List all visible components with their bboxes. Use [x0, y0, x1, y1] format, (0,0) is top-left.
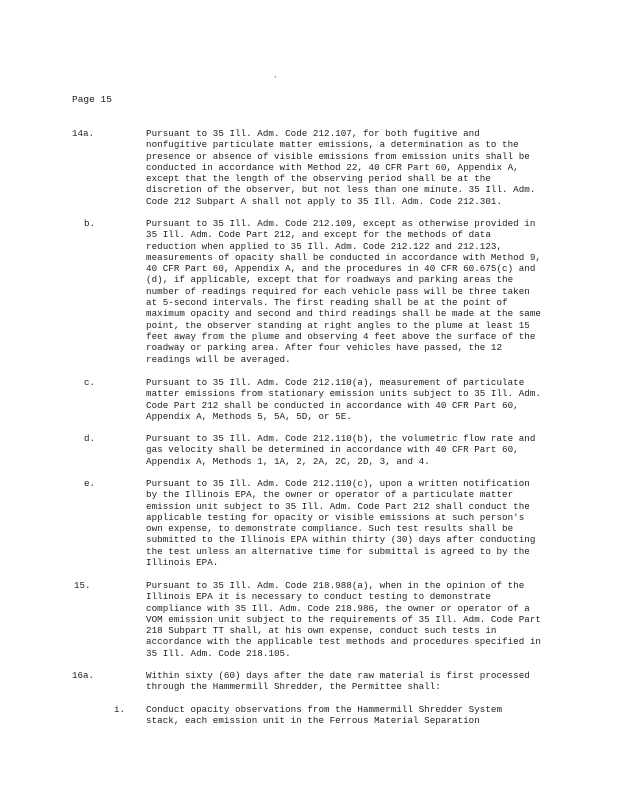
section-text: Conduct opacity observations from the Hammermill Shredder System stack, each emission unit in the Ferrous Material Separation: [146, 704, 503, 727]
section-text: Pursuant to 35 Ill. Adm. Code 212.110(c), upon a written notification by the Illinois EPA, the owner or operator of a particulate matter emission unit subject to 35 Ill. Adm. Code Part 212 shall conduct the applicable testing for opacity or visible emissions at such person's own expense, to demonstrate compliance. Such test results shall be submitted to the Illinois EPA within thirty (30) days after conducting the test unless an alternative time for submittal is agreed to by the Illinois EPA.: [146, 478, 536, 569]
section-label: 14a.: [72, 128, 95, 139]
section-text: Pursuant to 35 Ill. Adm. Code 212.110(b), the volumetric flow rate and gas velocity shall be determined in accordance with 40 CFR Part 60, Appendix A, Methods 1, 1A, 2, 2A, 2C, 2D, 3, and 4.: [146, 433, 536, 467]
page-number: Page 15: [72, 94, 112, 105]
stray-mark: ·: [273, 73, 278, 82]
section-text: Pursuant to 35 Ill. Adm. Code 212.109, except as otherwise provided in 35 Ill. Adm. Code Part 212, and except for the methods of data reduction when applied to 35 Ill. Adm. Code 212.122 and 212.123, measurements of opacity shall be conducted in accordance with Method 9, 40 CFR Part 60, Appendix A, and the procedures in 40 CFR 60.675(c) and (d), if applicable, except that for roadways and parking areas the number of readings required for each vehicle pass will be three taken at 5-second intervals. The first reading shall be at the point of maximum opacity and second and third readings shall be made at the same point, the observer standing at right angles to the plume at least 15 feet away from the plume and observing 4 feet above the surface of the roadway or parking area. After four vehicles have passed, the 12 readings will be averaged.: [146, 218, 542, 365]
section-label: e.: [84, 478, 96, 489]
section-label: 16a.: [72, 670, 95, 681]
section-label: d.: [84, 433, 96, 444]
section-text: Pursuant to 35 Ill. Adm. Code 212.107, for both fugitive and nonfugitive particulate matter emissions, a determination as to the presence or absence of visible emissions from emission units shall be conducted in accordance with Method 22, 40 CFR Part 60, Appendix A, except that the length of the observing period shall be at the discretion of the observer, but not less than one minute. 35 Ill. Adm. Code 212 Subpart A shall not apply to 35 Ill. Adm. Code 212.301.: [146, 128, 536, 207]
section-label: i.: [114, 704, 126, 715]
section-text: Pursuant to 35 Ill. Adm. Code 218.988(a), when in the opinion of the Illinois EPA it is necessary to conduct testing to demonstrate compliance with 35 Ill. Adm. Code 218.986, the owner or operator of a VOM emission unit subject to the requirements of 35 Ill. Adm. Code Part 218 Subpart TT shall, at his own expense, conduct such tests in accordance with the applicable test methods and procedures specified in 35 Ill. Adm. Code 218.105.: [146, 580, 542, 659]
section-text: Within sixty (60) days after the date raw material is first processed through the Hammermill Shredder, the Permittee shall:: [146, 670, 530, 693]
section-label: b.: [84, 218, 96, 229]
section-text: Pursuant to 35 Ill. Adm. Code 212.110(a), measurement of particulate matter emissions from stationary emission units subject to 35 Ill. Adm. Code Part 212 shall be conducted in accordance with 40 CFR Part 60, Appendix A, Methods 5, 5A, 5D, or 5E.: [146, 377, 542, 422]
section-label: c.: [84, 377, 96, 388]
section-label: 15.: [74, 580, 91, 591]
